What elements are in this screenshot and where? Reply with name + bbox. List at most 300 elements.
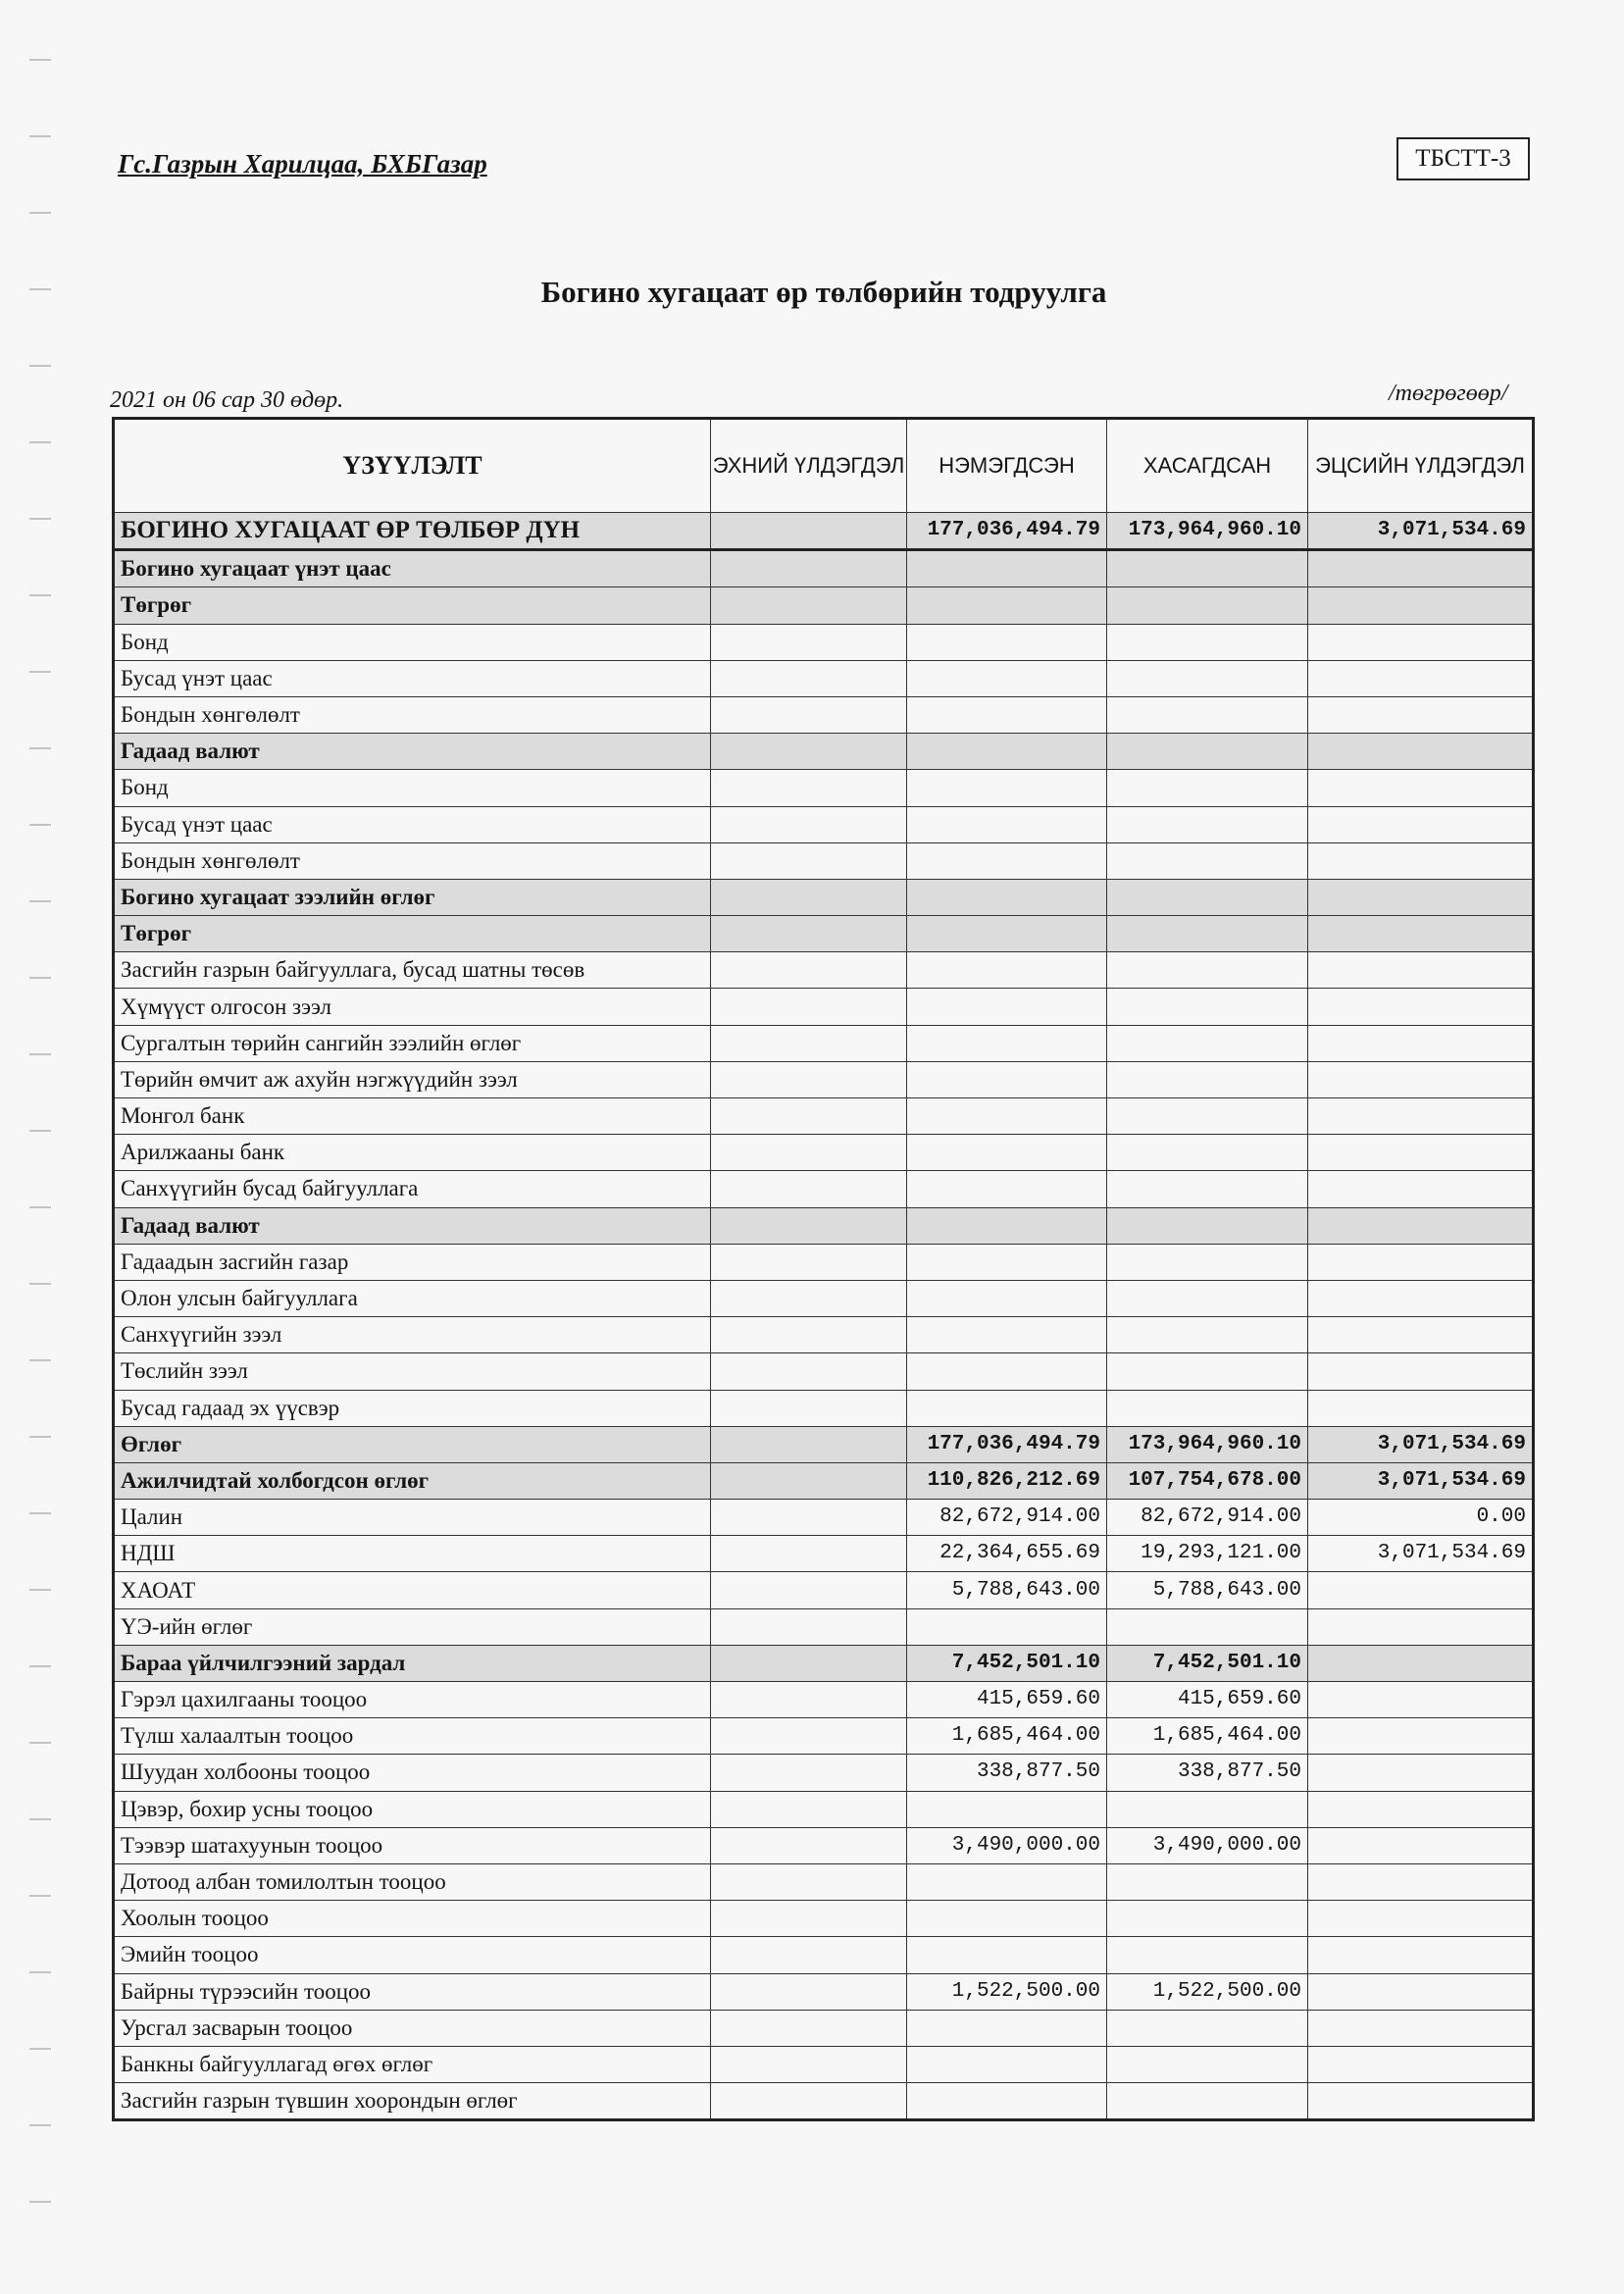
decreased-cell — [1107, 1608, 1308, 1645]
table-row — [114, 1973, 1534, 2010]
row-label: Цэвэр, бохир усны тооцоо — [114, 1791, 711, 1827]
closing-balance-cell — [1308, 806, 1534, 842]
table-row — [114, 879, 1534, 915]
table-row — [114, 1755, 1534, 1791]
increased-cell — [907, 842, 1107, 879]
closing-balance-cell — [1308, 1973, 1534, 2010]
decreased-cell — [1107, 587, 1308, 624]
increased-cell — [907, 1171, 1107, 1207]
row-label: Санхүүгийн бусад байгууллага — [114, 1171, 711, 1207]
closing-balance-cell: 3,071,534.69 — [1308, 1462, 1534, 1499]
table-row — [114, 624, 1534, 660]
decreased-cell: 1,522,500.00 — [1107, 1973, 1308, 2010]
closing-balance-cell — [1308, 587, 1534, 624]
currency-unit: /төгрөгөөр/ — [1389, 381, 1508, 406]
table-row — [114, 513, 1534, 550]
opening-balance-cell — [711, 1755, 907, 1791]
table-row — [114, 1608, 1534, 1645]
opening-balance-cell — [711, 989, 907, 1025]
table-row — [114, 1390, 1534, 1426]
increased-cell — [907, 1608, 1107, 1645]
decreased-cell — [1107, 1937, 1308, 1973]
row-label: Гадаад валют — [114, 1207, 711, 1244]
col-header-closing-balance: ЭЦСИЙН ҮЛДЭГДЭЛ — [1308, 419, 1534, 513]
closing-balance-cell — [1308, 734, 1534, 770]
closing-balance-cell — [1308, 879, 1534, 915]
closing-balance-cell: 3,071,534.69 — [1308, 1536, 1534, 1572]
closing-balance-cell — [1308, 1755, 1534, 1791]
closing-balance-cell — [1308, 1244, 1534, 1280]
table-row — [114, 1682, 1534, 1718]
increased-cell — [907, 806, 1107, 842]
opening-balance-cell — [711, 696, 907, 733]
increased-cell — [907, 1937, 1107, 1973]
row-label: Ажилчидтай холбогдсон өглөг — [114, 1462, 711, 1499]
row-label: Төслийн зээл — [114, 1353, 711, 1390]
decreased-cell — [1107, 2046, 1308, 2082]
row-label: Төрийн өмчит аж ахуйн нэгжүүдийн зээл — [114, 1061, 711, 1097]
row-label: Санхүүгийн зээл — [114, 1317, 711, 1353]
increased-cell — [907, 1317, 1107, 1353]
decreased-cell — [1107, 696, 1308, 733]
closing-balance-cell — [1308, 1061, 1534, 1097]
binding-tick — [29, 671, 51, 673]
increased-cell — [907, 989, 1107, 1025]
table-row — [114, 1500, 1534, 1536]
decreased-cell — [1107, 1791, 1308, 1827]
table-row — [114, 1317, 1534, 1353]
increased-cell — [907, 770, 1107, 806]
col-header-opening-balance: ЭХНИЙ ҮЛДЭГДЭЛ — [711, 419, 907, 513]
row-label: БОГИНО ХУГАЦААТ ӨР ТӨЛБӨР ДҮН — [114, 513, 711, 550]
row-label: НДШ — [114, 1536, 711, 1572]
closing-balance-cell — [1308, 1827, 1534, 1863]
col-header-increased: НЭМЭГДСЭН — [907, 419, 1107, 513]
table-row — [114, 806, 1534, 842]
opening-balance-cell — [711, 1317, 907, 1353]
opening-balance-cell — [711, 1901, 907, 1937]
closing-balance-cell — [1308, 1098, 1534, 1135]
table-body — [114, 513, 1534, 2120]
table-row — [114, 1863, 1534, 1900]
opening-balance-cell — [711, 1426, 907, 1462]
closing-balance-cell — [1308, 2083, 1534, 2120]
binding-tick — [29, 1742, 51, 1744]
row-label: Банкны байгууллагад өгөх өглөг — [114, 2046, 711, 2082]
binding-tick — [29, 2201, 51, 2203]
binding-tick — [29, 1971, 51, 1973]
increased-cell — [907, 1353, 1107, 1390]
table-row — [114, 1244, 1534, 1280]
increased-cell — [907, 734, 1107, 770]
increased-cell — [907, 2083, 1107, 2120]
col-header-decreased: ХАСАГДСАН — [1107, 419, 1308, 513]
decreased-cell — [1107, 1353, 1308, 1390]
table-row — [114, 916, 1534, 952]
table-row — [114, 1098, 1534, 1135]
increased-cell — [907, 916, 1107, 952]
increased-cell — [907, 1244, 1107, 1280]
decreased-cell — [1107, 806, 1308, 842]
row-label: Бараа үйлчилгээний зардал — [114, 1645, 711, 1681]
table-row — [114, 1937, 1534, 1973]
closing-balance-cell — [1308, 1572, 1534, 1608]
opening-balance-cell — [711, 1462, 907, 1499]
row-label: Эмийн тооцоо — [114, 1937, 711, 1973]
increased-cell — [907, 952, 1107, 989]
decreased-cell — [1107, 660, 1308, 696]
table-row — [114, 770, 1534, 806]
opening-balance-cell — [711, 1500, 907, 1536]
table-row — [114, 1718, 1534, 1755]
binding-tick — [29, 59, 51, 61]
binding-tick — [29, 1359, 51, 1361]
increased-cell — [907, 624, 1107, 660]
row-label: Арилжааны банк — [114, 1135, 711, 1171]
closing-balance-cell — [1308, 1390, 1534, 1426]
closing-balance-cell: 0.00 — [1308, 1500, 1534, 1536]
row-label: Байрны түрээсийн тооцоо — [114, 1973, 711, 2010]
increased-cell — [907, 1390, 1107, 1426]
decreased-cell — [1107, 879, 1308, 915]
decreased-cell: 19,293,121.00 — [1107, 1536, 1308, 1572]
binding-tick — [29, 2124, 51, 2126]
opening-balance-cell — [711, 550, 907, 587]
increased-cell: 3,490,000.00 — [907, 1827, 1107, 1863]
binding-tick — [29, 518, 51, 520]
increased-cell — [907, 2010, 1107, 2046]
decreased-cell — [1107, 550, 1308, 587]
opening-balance-cell — [711, 806, 907, 842]
opening-balance-cell — [711, 1061, 907, 1097]
increased-cell: 338,877.50 — [907, 1755, 1107, 1791]
binding-tick — [29, 365, 51, 367]
closing-balance-cell — [1308, 952, 1534, 989]
decreased-cell — [1107, 952, 1308, 989]
increased-cell: 110,826,212.69 — [907, 1462, 1107, 1499]
table-row — [114, 989, 1534, 1025]
row-label: Дотоод албан томилолтын тооцоо — [114, 1863, 711, 1900]
document-title: Богино хугацаат өр төлбөрийн тодруулга — [540, 275, 1107, 309]
opening-balance-cell — [711, 952, 907, 989]
decreased-cell — [1107, 734, 1308, 770]
increased-cell: 415,659.60 — [907, 1682, 1107, 1718]
increased-cell — [907, 660, 1107, 696]
opening-balance-cell — [711, 1791, 907, 1827]
binding-tick — [29, 977, 51, 979]
decreased-cell — [1107, 1207, 1308, 1244]
opening-balance-cell — [711, 1280, 907, 1316]
opening-balance-cell — [711, 1718, 907, 1755]
decreased-cell — [1107, 2010, 1308, 2046]
closing-balance-cell — [1308, 1317, 1534, 1353]
binding-tick — [29, 441, 51, 443]
row-label: Бонд — [114, 770, 711, 806]
opening-balance-cell — [711, 916, 907, 952]
row-label: Хоолын тооцоо — [114, 1901, 711, 1937]
binding-tick — [29, 1130, 51, 1132]
row-label: Монгол банк — [114, 1098, 711, 1135]
closing-balance-cell — [1308, 1863, 1534, 1900]
binding-tick — [29, 824, 51, 826]
table-header-row — [114, 419, 1534, 513]
closing-balance-cell — [1308, 1682, 1534, 1718]
table-row — [114, 1025, 1534, 1061]
decreased-cell — [1107, 1171, 1308, 1207]
table-row — [114, 1135, 1534, 1171]
decreased-cell — [1107, 989, 1308, 1025]
row-label: Олон улсын байгууллага — [114, 1280, 711, 1316]
closing-balance-cell — [1308, 1791, 1534, 1827]
row-label: Богино хугацаат үнэт цаас — [114, 550, 711, 587]
opening-balance-cell — [711, 1098, 907, 1135]
closing-balance-cell — [1308, 989, 1534, 1025]
closing-balance-cell — [1308, 916, 1534, 952]
row-label: Бонд — [114, 624, 711, 660]
closing-balance-cell — [1308, 1608, 1534, 1645]
binding-tick — [29, 135, 51, 137]
decreased-cell — [1107, 916, 1308, 952]
closing-balance-cell — [1308, 2010, 1534, 2046]
closing-balance-cell — [1308, 660, 1534, 696]
increased-cell: 1,685,464.00 — [907, 1718, 1107, 1755]
closing-balance-cell — [1308, 1207, 1534, 1244]
binding-tick — [29, 594, 51, 596]
row-label: Бондын хөнгөлөлт — [114, 696, 711, 733]
row-label: Түлш халаалтын тооцоо — [114, 1718, 711, 1755]
opening-balance-cell — [711, 624, 907, 660]
closing-balance-cell — [1308, 1937, 1534, 1973]
increased-cell — [907, 1207, 1107, 1244]
increased-cell: 1,522,500.00 — [907, 1973, 1107, 2010]
table-row — [114, 1462, 1534, 1499]
closing-balance-cell — [1308, 1718, 1534, 1755]
decreased-cell: 338,877.50 — [1107, 1755, 1308, 1791]
table-row — [114, 1171, 1534, 1207]
row-label: Цалин — [114, 1500, 711, 1536]
opening-balance-cell — [711, 2046, 907, 2082]
opening-balance-cell — [711, 1608, 907, 1645]
row-label: Бусад үнэт цаас — [114, 806, 711, 842]
decreased-cell: 5,788,643.00 — [1107, 1572, 1308, 1608]
table-row — [114, 587, 1534, 624]
table-row — [114, 1827, 1534, 1863]
decreased-cell: 107,754,678.00 — [1107, 1462, 1308, 1499]
binding-tick — [29, 1283, 51, 1285]
row-label: Сургалтын төрийн сангийн зээлийн өглөг — [114, 1025, 711, 1061]
decreased-cell — [1107, 1098, 1308, 1135]
row-label: Шуудан холбооны тооцоо — [114, 1755, 711, 1791]
col-header-indicator: ҮЗҮҮЛЭЛТ — [114, 419, 711, 513]
increased-cell — [907, 1863, 1107, 1900]
opening-balance-cell — [711, 1973, 907, 2010]
opening-balance-cell — [711, 1645, 907, 1681]
table-row — [114, 1645, 1534, 1681]
table-row — [114, 2083, 1534, 2120]
binding-tick — [29, 900, 51, 902]
table-row — [114, 2046, 1534, 2082]
row-label: Урсгал засварын тооцоо — [114, 2010, 711, 2046]
row-label: Богино хугацаат зээлийн өглөг — [114, 879, 711, 915]
binding-tick — [29, 1512, 51, 1514]
closing-balance-cell — [1308, 550, 1534, 587]
decreased-cell — [1107, 842, 1308, 879]
increased-cell: 7,452,501.10 — [907, 1645, 1107, 1681]
table-row — [114, 660, 1534, 696]
increased-cell — [907, 2046, 1107, 2082]
binding-tick — [29, 2048, 51, 2050]
table-row — [114, 1572, 1534, 1608]
table-row — [114, 842, 1534, 879]
binding-tick — [29, 747, 51, 749]
increased-cell — [907, 879, 1107, 915]
table-row — [114, 550, 1534, 587]
row-label: ҮЭ-ийн өглөг — [114, 1608, 711, 1645]
decreased-cell — [1107, 1135, 1308, 1171]
opening-balance-cell — [711, 1171, 907, 1207]
form-code-box: ТБСТТ-3 — [1396, 137, 1530, 180]
opening-balance-cell — [711, 1536, 907, 1572]
decreased-cell: 7,452,501.10 — [1107, 1645, 1308, 1681]
increased-cell — [907, 1061, 1107, 1097]
decreased-cell — [1107, 624, 1308, 660]
organization-name: Гс.Газрын Харилцаа, БХБГазар — [118, 149, 487, 178]
row-label: Төгрөг — [114, 587, 711, 624]
opening-balance-cell — [711, 1207, 907, 1244]
row-label: Өглөг — [114, 1426, 711, 1462]
table-row — [114, 952, 1534, 989]
closing-balance-cell: 3,071,534.69 — [1308, 513, 1534, 550]
increased-cell: 5,788,643.00 — [907, 1572, 1107, 1608]
increased-cell — [907, 1025, 1107, 1061]
decreased-cell — [1107, 1280, 1308, 1316]
increased-cell — [907, 1901, 1107, 1937]
decreased-cell — [1107, 1025, 1308, 1061]
table-row — [114, 1536, 1534, 1572]
opening-balance-cell — [711, 1572, 907, 1608]
row-label: Тээвэр шатахуунын тооцоо — [114, 1827, 711, 1863]
increased-cell — [907, 1098, 1107, 1135]
opening-balance-cell — [711, 660, 907, 696]
row-label: Засгийн газрын түвшин хоорондын өглөг — [114, 2083, 711, 2120]
decreased-cell — [1107, 2083, 1308, 2120]
opening-balance-cell — [711, 1353, 907, 1390]
closing-balance-cell — [1308, 696, 1534, 733]
decreased-cell: 3,490,000.00 — [1107, 1827, 1308, 1863]
binding-tick — [29, 1665, 51, 1667]
table-row — [114, 1353, 1534, 1390]
decreased-cell — [1107, 1061, 1308, 1097]
row-label: Бусад үнэт цаас — [114, 660, 711, 696]
closing-balance-cell — [1308, 624, 1534, 660]
decreased-cell: 415,659.60 — [1107, 1682, 1308, 1718]
opening-balance-cell — [711, 879, 907, 915]
row-label: Төгрөг — [114, 916, 711, 952]
increased-cell — [907, 550, 1107, 587]
opening-balance-cell — [711, 1937, 907, 1973]
opening-balance-cell — [711, 1682, 907, 1718]
closing-balance-cell — [1308, 1025, 1534, 1061]
opening-balance-cell — [711, 2083, 907, 2120]
table-row — [114, 1207, 1534, 1244]
decreased-cell: 82,672,914.00 — [1107, 1500, 1308, 1536]
opening-balance-cell — [711, 1827, 907, 1863]
opening-balance-cell — [711, 1135, 907, 1171]
binding-tick — [29, 1589, 51, 1591]
opening-balance-cell — [711, 842, 907, 879]
closing-balance-cell — [1308, 1353, 1534, 1390]
increased-cell — [907, 696, 1107, 733]
increased-cell — [907, 587, 1107, 624]
decreased-cell — [1107, 1317, 1308, 1353]
closing-balance-cell — [1308, 1645, 1534, 1681]
binding-tick — [29, 1895, 51, 1897]
closing-balance-cell — [1308, 1135, 1534, 1171]
closing-balance-cell — [1308, 1280, 1534, 1316]
closing-balance-cell — [1308, 842, 1534, 879]
row-label: Бусад гадаад эх үүсвэр — [114, 1390, 711, 1426]
binding-tick — [29, 212, 51, 214]
opening-balance-cell — [711, 513, 907, 550]
decreased-cell: 1,685,464.00 — [1107, 1718, 1308, 1755]
row-label: Бондын хөнгөлөлт — [114, 842, 711, 879]
report-date: 2021 он 06 сар 30 өдөр. — [110, 387, 344, 413]
opening-balance-cell — [711, 734, 907, 770]
increased-cell: 82,672,914.00 — [907, 1500, 1107, 1536]
closing-balance-cell — [1308, 1171, 1534, 1207]
binding-tick — [29, 1053, 51, 1055]
binding-margin — [0, 0, 59, 2294]
decreased-cell: 173,964,960.10 — [1107, 513, 1308, 550]
table-row — [114, 2010, 1534, 2046]
increased-cell — [907, 1280, 1107, 1316]
row-label: Гадаад валют — [114, 734, 711, 770]
decreased-cell — [1107, 1244, 1308, 1280]
table-row — [114, 1426, 1534, 1462]
opening-balance-cell — [711, 770, 907, 806]
opening-balance-cell — [711, 587, 907, 624]
table-row — [114, 1280, 1534, 1316]
closing-balance-cell — [1308, 770, 1534, 806]
row-label: Засгийн газрын байгууллага, бусад шатны төсөв — [114, 952, 711, 989]
row-label: Гэрэл цахилгааны тооцоо — [114, 1682, 711, 1718]
decreased-cell — [1107, 1390, 1308, 1426]
closing-balance-cell — [1308, 1901, 1534, 1937]
table-row — [114, 1791, 1534, 1827]
increased-cell: 177,036,494.79 — [907, 513, 1107, 550]
table-row — [114, 1061, 1534, 1097]
opening-balance-cell — [711, 1244, 907, 1280]
binding-tick — [29, 1436, 51, 1438]
opening-balance-cell — [711, 1025, 907, 1061]
increased-cell — [907, 1791, 1107, 1827]
table-row — [114, 734, 1534, 770]
decreased-cell — [1107, 1901, 1308, 1937]
closing-balance-cell — [1308, 2046, 1534, 2082]
opening-balance-cell — [711, 1390, 907, 1426]
opening-balance-cell — [711, 2010, 907, 2046]
payables-table — [112, 417, 1535, 2121]
decreased-cell: 173,964,960.10 — [1107, 1426, 1308, 1462]
decreased-cell — [1107, 770, 1308, 806]
row-label: Хүмүүст олгосон зээл — [114, 989, 711, 1025]
binding-tick — [29, 1818, 51, 1820]
table-row — [114, 696, 1534, 733]
table-row — [114, 1901, 1534, 1937]
increased-cell: 22,364,655.69 — [907, 1536, 1107, 1572]
increased-cell — [907, 1135, 1107, 1171]
opening-balance-cell — [711, 1863, 907, 1900]
